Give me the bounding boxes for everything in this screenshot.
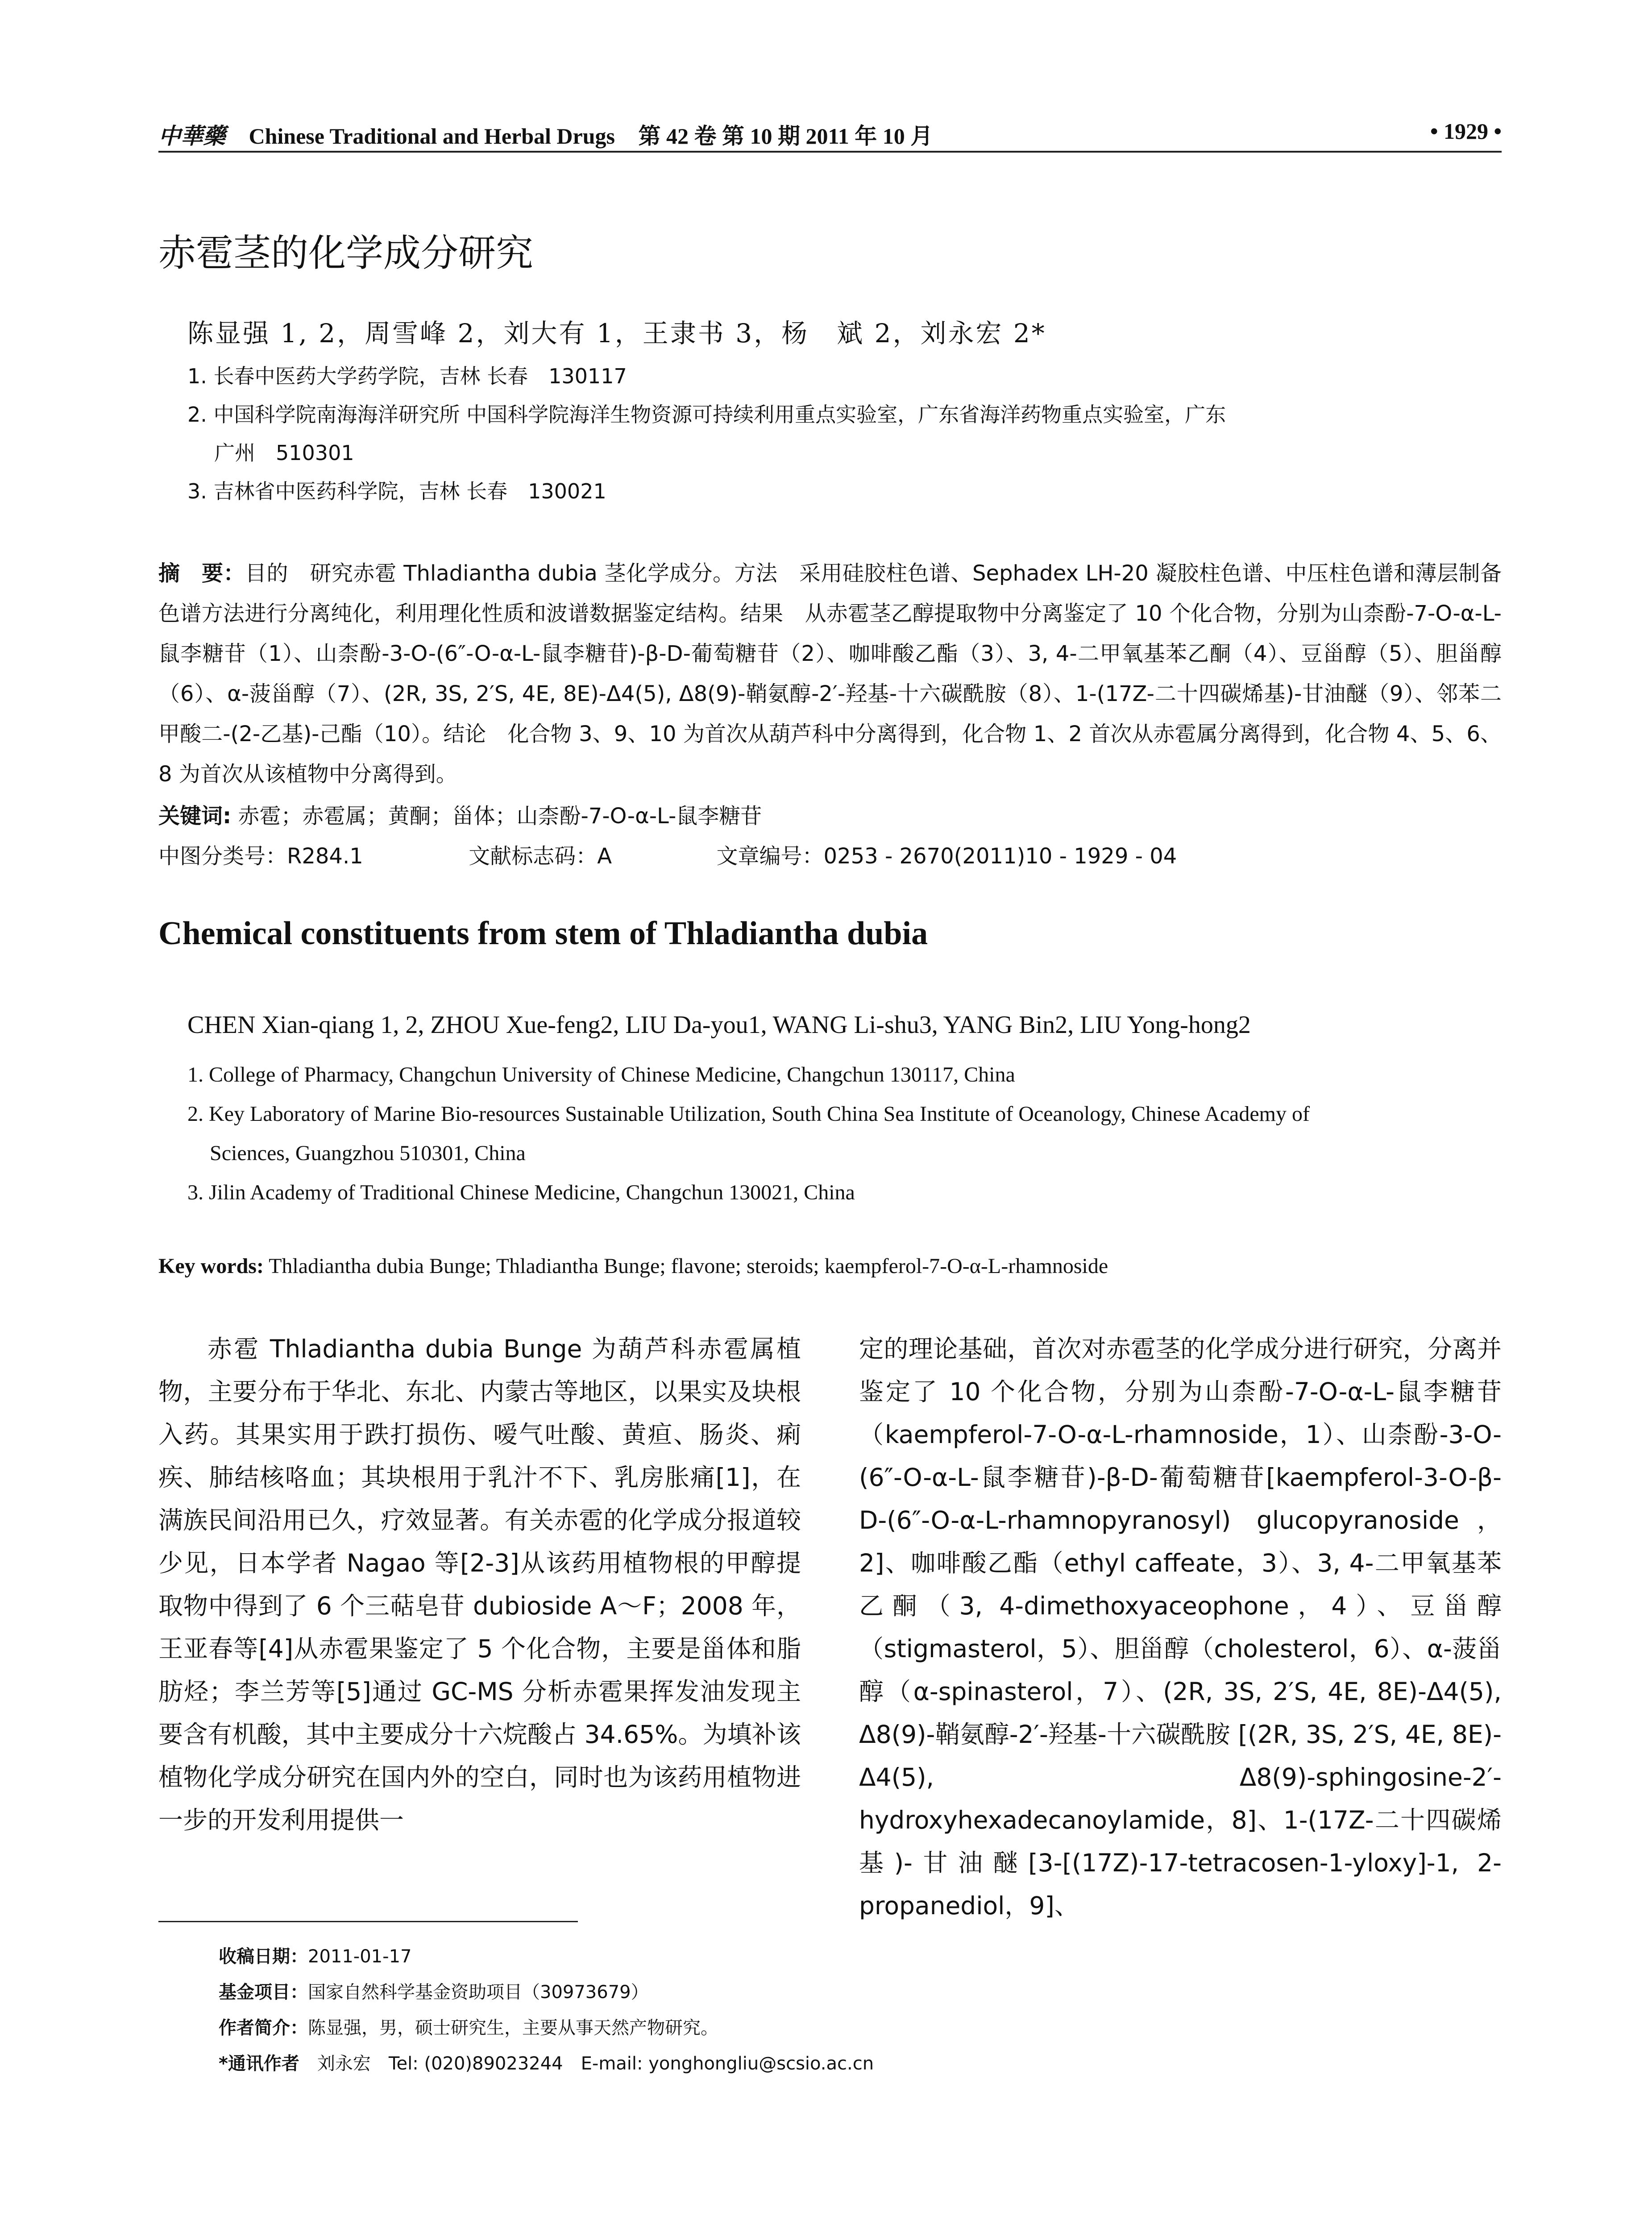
english-affiliation-2-cont: Sciences, Guangzhou 510301, China [210, 1141, 526, 1165]
chinese-affiliation-3: 3. 吉林省中医药科学院，吉林 长春 130021 [187, 479, 606, 503]
chinese-affiliation-2-cont: 广州 510301 [214, 441, 354, 465]
english-affiliation-1: 1. College of Pharmacy, Changchun University of Chinese Medicine, Changchun 130117, China [187, 1063, 1015, 1086]
received-date [219, 1939, 874, 1974]
body-column-left: 赤雹 Thladiantha dubia Bunge 为葫芦科赤雹属植物，主要分布于华北、东北、内蒙古等地区，以果实及块根入药。其果实用于跌打损伤、嗳气吐酸、黄疸、肠炎、痢疾、肺结核咯血；其块根用于乳汁不下、乳房胀痛[1]，在满族民间沿用已久，疗效显著。有关赤雹的化学成分报道较少见，日本学者 Nagao 等[2-3]从该药用植物根的甲醇提取物中得到了 6 个三萜皂苷 dubioside A～F；2008 年，王亚春等[4]从赤雹果鉴定了 5 个化合物，主要是甾体和脂肪烃；李兰芳等[5]通过 GC-MS 分析赤雹果挥发油发现主要含有机酸，其中主要成分十六烷酸占 34.65%。为填补该植物化学成分研究在国内外的空白，同时也为该药用植物进一步的开发利用提供一 [158, 1335, 801, 1834]
body-column-right: 定的理论基础，首次对赤雹茎的化学成分进行研究，分离并鉴定了 10 个化合物，分别为山柰酚-7-O-α-L-鼠李糖苷（kaempferol-7-O-α-L-rhamnoside，1）、山柰酚-3-O-(6″-O-α-L-鼠李糖苷)-β-D-葡萄糖苷[kaempferol-3-O-β-D-(6″-O-α-L-rhamnopyranosyl) glucopyranoside，2]、咖啡酸乙酯（ethyl caffeate，3）、3, 4-二甲氧基苯乙酮（3, 4-dimethoxyaceophone，4）、豆甾醇（stigmasterol，5）、胆甾醇（cholesterol，6）、α-菠甾醇（α-spinasterol，7）、(2R, 3S, 2′S, 4E, 8E)-Δ4(5), Δ8(9)-鞘氨醇-2′-羟基-十六碳酰胺 [(2R, 3S, 2′S, 4E, 8E)-Δ4(5), Δ8(9)-sphingosine-2′-hydroxyhexadecanoylamide，8]、1-(17Z-二十四碳烯基)-甘油醚[3-[(17Z)-17-tetracosen-1-yloxy]-1, 2-propanediol，9]、 [859, 1335, 1502, 1920]
chinese-authors: 陈显强 1, 2，周雪峰 2，刘大有 1，王隶书 3，杨 斌 2，刘永宏 2* [187, 318, 1046, 348]
corresponding-author [219, 2046, 874, 2082]
english-affiliation-2: 2. Key Laboratory of Marine Bio-resources Sustainable Utilization, South China Sea Institute of Oceanology, Chinese Academy of [187, 1102, 1310, 1126]
document-code: 文献标志码：A [469, 844, 612, 869]
chinese-title: 赤雹茎的化学成分研究 [158, 231, 534, 275]
classification-line [158, 839, 1502, 870]
english-keywords [158, 1254, 1108, 1278]
corr-label: *通讯作者 [219, 2053, 299, 2074]
chinese-keywords [158, 799, 762, 829]
received-value: 2011-01-17 [308, 1946, 412, 1967]
chinese-abstract [158, 553, 1502, 794]
keywords-text: 赤雹；赤雹属；黄酮；甾体；山柰酚-7-O-α-L-鼠李糖苷 [238, 804, 762, 829]
keywords-label: 关键词: [158, 804, 232, 829]
english-title: Chemical constituents from stem of Thladiantha dubia [158, 915, 928, 952]
page-number: • 1929 • [1430, 119, 1502, 144]
footnote-rule [158, 1921, 578, 1922]
english-keywords-label: Key words: [158, 1254, 264, 1278]
fund-value: 国家自然科学基金资助项目（30973679） [308, 1982, 649, 2003]
abstract-text: 目的 研究赤雹 Thladiantha dubia 茎化学成分。方法 采用硅胶柱色谱、Sephadex LH-20 凝胶柱色谱、中压柱色谱和薄层制备色谱方法进行分离纯化，利用理化性质和波谱数据鉴定结构。结果 从赤雹茎乙醇提取物中分离鉴定了 10 个化合物，分别为山柰酚-7-O-α-L-鼠李糖苷（1）、山柰酚-3-O-(6″-O-α-L-鼠李糖苷)-β-D-葡萄糖苷（2）、咖啡酸乙酯（3）、3, 4-二甲氧基苯乙酮（4）、豆甾醇（5）、胆甾醇（6）、α-菠甾醇（7）、(2R, 3S, 2′S, 4E, 8E)-Δ4(5), Δ8(9)-鞘氨醇-2′-羟基-十六碳酰胺（8）、1-(17Z-二十四碳烯基)-甘油醚（9）、邻苯二甲酸二-(2-乙基)-己酯（10）。结论 化合物 3、9、10 为首次从葫芦科中分离得到，化合物 1、2 首次从赤雹属分离得到，化合物 4、5、6、8 为首次从该植物中分离得到。 [158, 561, 1502, 787]
chinese-affiliation-1: 1. 长春中医药大学药学院，吉林 长春 130117 [187, 364, 627, 388]
journal-logo: 中華藥 [158, 123, 225, 149]
issue-info: 第 42 卷 第 10 期 2011 年 10 月 [638, 124, 933, 149]
author-value: 陈显强，男，硕士研究生，主要从事天然产物研究。 [308, 2018, 718, 2038]
english-affiliation-3: 3. Jilin Academy of Traditional Chinese Medicine, Changchun 130021, China [187, 1181, 855, 1204]
corr-value: 刘永宏 Tel: (020)89023244 E-mail: yonghongliu@scsio.ac.cn [317, 2053, 874, 2074]
fund-label: 基金项目： [219, 1982, 308, 2003]
clc-code: 中图分类号：R284.1 [158, 844, 363, 869]
article-number: 文章编号：0253 - 2670(2011)10 - 1929 - 04 [716, 844, 1177, 869]
footnotes [219, 1939, 874, 2082]
fund-item [219, 1974, 874, 2010]
journal-name: Chinese Traditional and Herbal Drugs [249, 124, 615, 149]
chinese-affiliation-2: 2. 中国科学院南海海洋研究所 中国科学院海洋生物资源可持续利用重点实验室，广东省海洋药物重点实验室，广东 [187, 402, 1226, 427]
running-header [158, 118, 1502, 150]
abstract-label: 摘 要： [158, 561, 245, 586]
author-label: 作者简介： [219, 2018, 308, 2038]
received-label: 收稿日期： [219, 1946, 308, 1967]
header-rule [158, 151, 1502, 153]
author-intro [219, 2010, 874, 2046]
english-authors: CHEN Xian-qiang 1, 2, ZHOU Xue-feng2, LIU Da-you1, WANG Li-shu3, YANG Bin2, LIU Yong-hong2 [187, 1011, 1251, 1039]
english-keywords-text: Thladiantha dubia Bunge; Thladiantha Bunge; flavone; steroids; kaempferol-7-O-α-L-rhamnoside [269, 1254, 1108, 1278]
